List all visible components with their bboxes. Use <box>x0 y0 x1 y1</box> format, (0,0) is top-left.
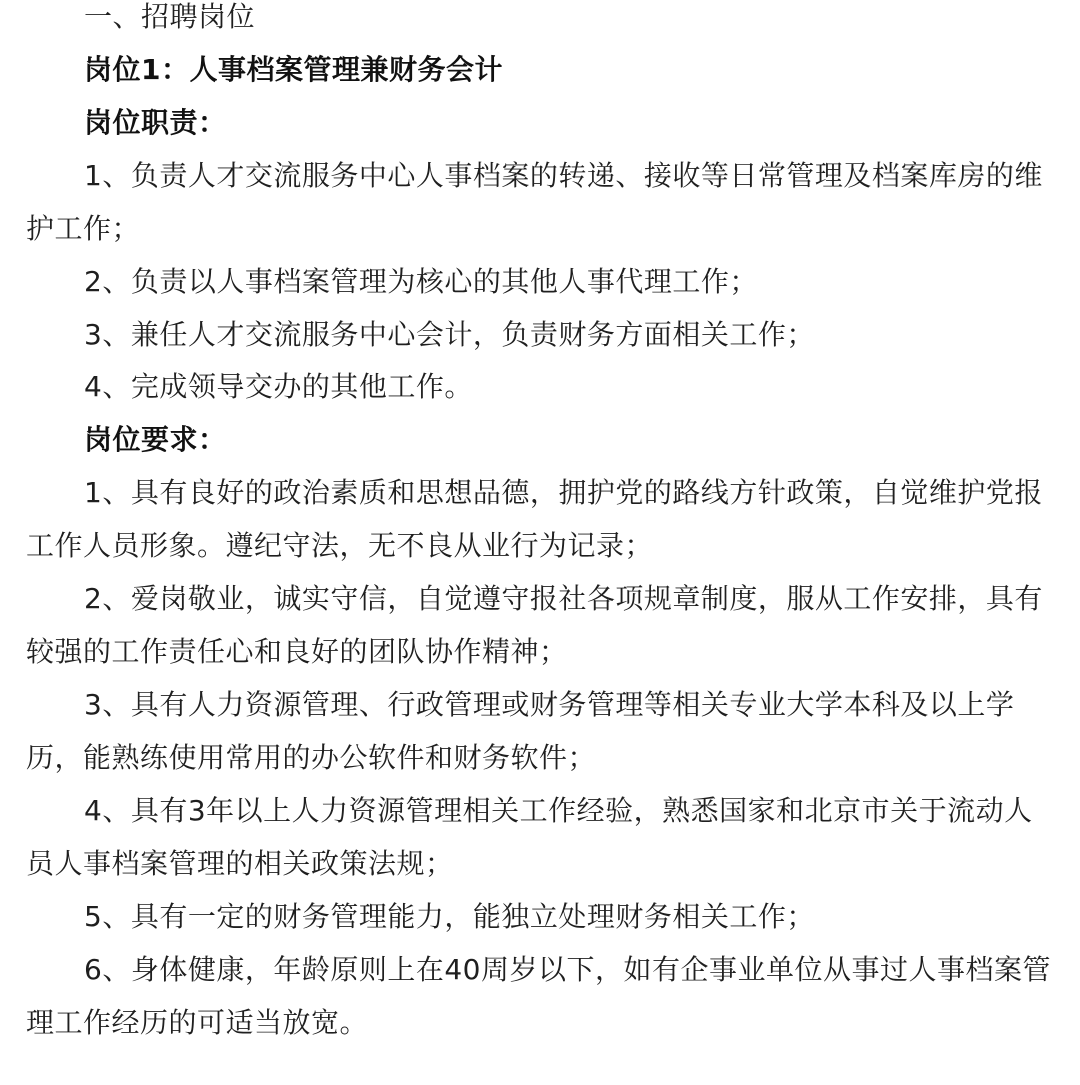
requirements-heading: 岗位要求： <box>84 423 227 456</box>
requirement-item-3-continued: 历，能熟练使用常用的办公软件和财务软件； <box>26 741 597 774</box>
requirement-item-1-continued: 工作人员形象。遵纪守法，无不良从业行为记录； <box>26 529 654 562</box>
duty-item-2: 2、负责以人事档案管理为核心的其他人事代理工作； <box>84 265 758 298</box>
duty-item-1-continued: 护工作； <box>26 212 141 245</box>
requirement-item-1: 1、具有良好的政治素质和思想品德，拥护党的路线方针政策，自觉维护党报 <box>84 476 1043 509</box>
duty-item-3: 3、兼任人才交流服务中心会计，负责财务方面相关工作； <box>84 318 815 351</box>
requirement-item-2-continued: 较强的工作责任心和良好的团队协作精神； <box>26 635 568 668</box>
requirement-item-6: 6、身体健康，年龄原则上在40周岁以下，如有企事业单位从事过人事档案管 <box>84 953 1051 986</box>
requirement-item-2: 2、爱岗敬业，诚实守信，自觉遵守报社各项规章制度，服从工作安排，具有 <box>84 582 1043 615</box>
requirement-item-4-continued: 员人事档案管理的相关政策法规； <box>26 847 454 880</box>
duty-item-4: 4、完成领导交办的其他工作。 <box>84 370 473 403</box>
position-title: 岗位1：人事档案管理兼财务会计 <box>84 53 503 86</box>
requirement-item-6-continued: 理工作经历的可适当放宽。 <box>26 1006 369 1039</box>
section-heading: 一、招聘岗位 <box>84 0 256 33</box>
requirement-item-5: 5、具有一定的财务管理能力，能独立处理财务相关工作； <box>84 900 815 933</box>
requirement-item-3: 3、具有人力资源管理、行政管理或财务管理等相关专业大学本科及以上学 <box>84 688 1015 721</box>
duties-heading: 岗位职责： <box>84 106 227 139</box>
requirement-item-4: 4、具有3年以上人力资源管理相关工作经验，熟悉国家和北京市关于流动人 <box>84 794 1033 827</box>
duty-item-1: 1、负责人才交流服务中心人事档案的转递、接收等日常管理及档案库房的维 <box>84 159 1043 192</box>
